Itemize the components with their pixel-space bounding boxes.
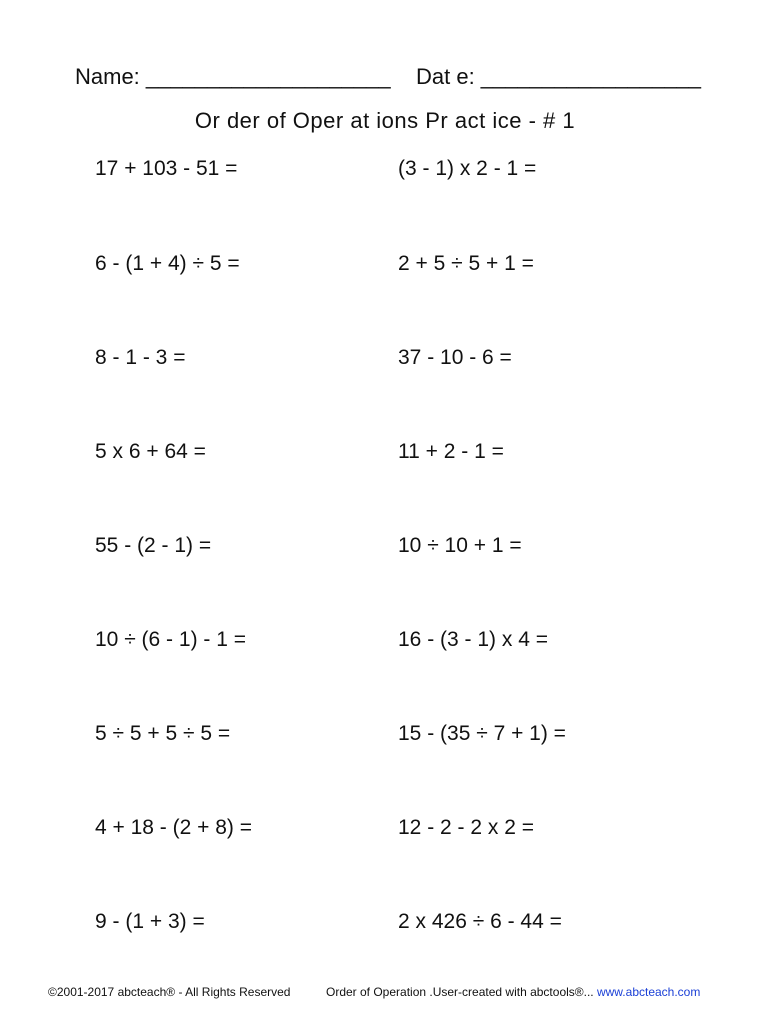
problem-left-8: 4 + 18 - (2 + 8) = xyxy=(95,816,253,839)
footer-credit xyxy=(326,985,700,999)
problem-right-7: 15 - (35 ÷ 7 + 1) = xyxy=(398,722,566,745)
problem-left-1: 17 + 103 - 51 = xyxy=(95,157,238,180)
problem-right-8: 12 - 2 - 2 x 2 = xyxy=(398,816,534,839)
problem-left-5: 55 - (2 - 1) = xyxy=(95,534,212,557)
problem-right-5: 10 ÷ 10 + 1 = xyxy=(398,534,522,557)
footer-credit-text: Order of Operation .User-created with abctools®... xyxy=(326,985,594,999)
problem-right-4: 11 + 2 - 1 = xyxy=(398,440,504,463)
problem-left-2: 6 - (1 + 4) ÷ 5 = xyxy=(95,252,240,275)
name-field-label: Name: ____________________ xyxy=(75,64,391,89)
worksheet-title: Or der of Oper at ions Pr act ice - # 1 xyxy=(194,108,576,133)
problem-left-6: 10 ÷ (6 - 1) - 1 = xyxy=(95,628,246,651)
problem-right-2: 2 + 5 ÷ 5 + 1 = xyxy=(398,252,534,275)
problem-right-3: 37 - 10 - 6 = xyxy=(398,346,512,369)
problem-right-9: 2 x 426 ÷ 6 - 44 = xyxy=(398,910,562,933)
problem-right-1: (3 - 1) x 2 - 1 = xyxy=(398,157,537,180)
problem-left-7: 5 ÷ 5 + 5 ÷ 5 = xyxy=(95,722,231,745)
problem-left-3: 8 - 1 - 3 = xyxy=(95,346,186,369)
footer-copyright: ©2001-2017 abcteach® - All Rights Reserved xyxy=(48,985,291,999)
abcteach-link[interactable]: www.abcteach.com xyxy=(596,985,701,999)
problem-left-4: 5 x 6 + 64 = xyxy=(95,440,206,463)
problem-left-9: 9 - (1 + 3) = xyxy=(95,910,205,933)
date-field-label: Dat e: __________________ xyxy=(416,64,702,89)
problem-right-6: 16 - (3 - 1) x 4 = xyxy=(398,628,548,651)
